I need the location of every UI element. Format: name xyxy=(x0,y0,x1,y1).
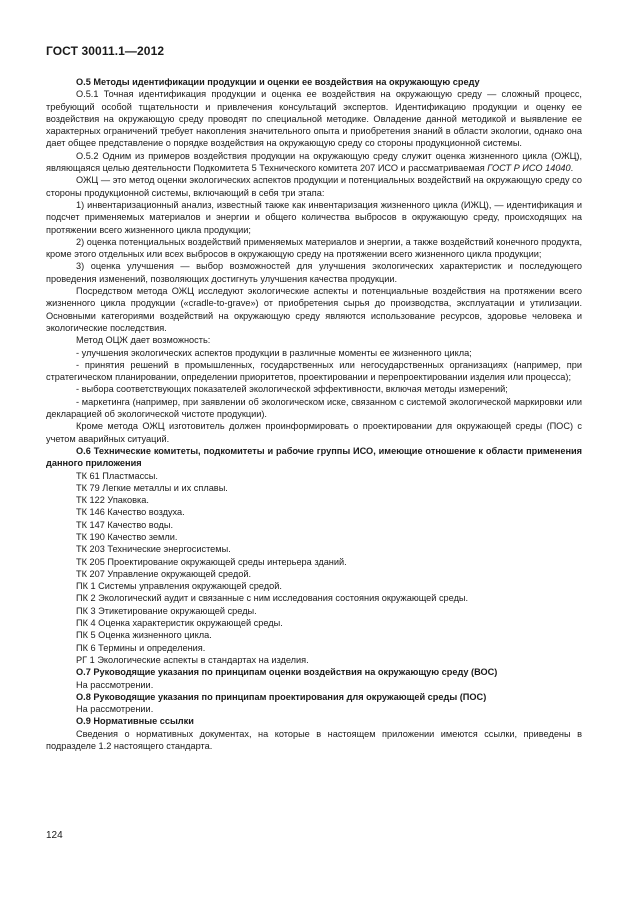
paragraph: ОЖЦ — это метод оценки экологических аспектов продукции и потенциальных воздействий на окружающую среду со стороны продукционной системы, включающий в себя три этапа: xyxy=(46,175,582,198)
paragraph: - выбора соответствующих показателей экологической эффективности, включая методы измерений; xyxy=(76,384,508,395)
paragraph: - принятия решений в промышленных, государственных или негосударственных организациях (например, при стратегическом планировании, определении приоритетов, проектировании и перепроектировании изделия или процесса); xyxy=(46,359,582,383)
list-item: РГ 1 Экологические аспекты в стандартах на изделия. xyxy=(76,654,309,665)
section-heading-o7: О.7 Руководящие указания по принципам оценки воздействия на окружающую среду (ВОС) xyxy=(76,667,498,678)
paragraph xyxy=(46,150,582,175)
list-item: ПК 5 Оценка жизненного цикла. xyxy=(76,630,212,641)
list-item: ТК 190 Качество земли. xyxy=(76,531,178,542)
list-item: ПК 3 Этикетирование окружающей среды. xyxy=(76,605,257,616)
paragraph-text: О.5.2 Одним из примеров воздействия продукции на окружающую среду служит оценка жизненного цикла (ОЖЦ), являющаяся целью деятельности Подкомитета 5 Технического комитета 207 ИСО и рассматриваемая xyxy=(46,150,582,174)
paragraph: О.5.1 Точная идентификация продукции и оценка ее воздействия на окружающую среду — сложный процесс, требующий особой тщательности и привлечения консультаций экспертов. Идентификацию продукции и оценку ее воздействия на окружающую среду проводят по специальной методике. Овладение данной методикой и выявление ее характерных ограничений требует накопления значительного опыта и приобретения знаний в области экологии, однако она дает общее представление о порядке воздействия на окружающую среду со стороны продукционной системы. xyxy=(46,89,582,149)
section-heading-o8: О.8 Руководящие указания по принципам проектирования для окружающей среды (ПОС) xyxy=(76,691,487,702)
standard-reference: ГОСТ Р ИСО 14040 xyxy=(487,163,571,174)
section-heading-o6: О.6 Технические комитеты, подкомитеты и рабочие группы ИСО, имеющие отношение к области применения данного приложения xyxy=(46,445,582,469)
paragraph: Посредством метода ОЖЦ исследуют экологические аспекты и потенциальные воздействия на протяжении всего жизненного цикла продукции («cradle-to-grave») от приобретения сырья до производства, эксплуатации и утилизации. Основными категориями воздействий на окружающую среду являются использование ресурсов, здоровье человека и экологические последствия. xyxy=(46,286,582,333)
document-body xyxy=(46,76,582,752)
paragraph: 1) инвентаризационный анализ, известный также как инвентаризация жизненного цикла (ИЖЦ), — идентификация и подсчет применяемых материалов и энергии и общего количества выбросов в окружающую среду, происходящих на протяжении всего жизненного цикла продукции; xyxy=(46,199,582,235)
list-item: ПК 1 Системы управления окружающей средой. xyxy=(76,581,282,592)
document-title: ГОСТ 30011.1—2012 xyxy=(46,44,165,58)
list-item: ТК 203 Технические энергосистемы. xyxy=(76,544,231,555)
section-heading-o5: О.5 Методы идентификации продукции и оценки ее воздействия на окружающую среду xyxy=(76,77,480,87)
paragraph: 3) оценка улучшения — выбор возможностей для улучшения экологических характеристик и последующего проведения изменений, позволяющих достигнуть улучшения качества продукции. xyxy=(46,261,582,284)
list-item: ПК 6 Термины и определения. xyxy=(76,642,206,653)
list-item: ПК 2 Экологический аудит и связанные с ним исследования состояния окружающей среды. xyxy=(76,593,469,604)
list-item: ТК 205 Проектирование окружающей среды интерьера зданий. xyxy=(76,556,347,567)
paragraph: На рассмотрении. xyxy=(76,704,154,715)
list-item: ТК 61 Пластмассы. xyxy=(76,470,158,481)
list-item: ТК 147 Качество воды. xyxy=(76,519,173,530)
paragraph: Метод ОЦЖ дает возможность: xyxy=(76,335,211,346)
paragraph: На рассмотрении. xyxy=(76,679,154,690)
paragraph: - маркетинга (например, при заявлении об экологическом иске, связанном с системой экологической маркировки или декларацией об экологической чистоте продукции). xyxy=(46,396,582,420)
paragraph: Кроме метода ОЖЦ изготовитель должен проинформировать о проектировании для окружающей среды (ПОС) с учетом аварийных ситуаций. xyxy=(46,421,582,444)
list-item: ТК 122 Упаковка. xyxy=(76,495,149,506)
list-item: ПК 4 Оценка характеристик окружающей среды. xyxy=(76,618,283,629)
page-number: 124 xyxy=(46,830,63,841)
list-item: ТК 207 Управление окружающей средой. xyxy=(76,568,252,579)
list-item: ТК 79 Легкие металлы и их сплавы. xyxy=(76,482,228,493)
paragraph-text: . xyxy=(570,163,574,174)
paragraph: 2) оценка потенциальных воздействий применяемых материалов и энергии, а также воздействий конечного продукта, кроме этого отдельных или всех выбросов в окружающую среду на протяжении всего жизненного цикла продукции; xyxy=(46,236,582,260)
paragraph: - улучшения экологических аспектов продукции в различные моменты ее жизненного цикла; xyxy=(76,347,472,358)
committee-list xyxy=(46,470,582,667)
paragraph: Сведения о нормативных документах, на которые в настоящем приложении имеются ссылки, приведены в подразделе 1.2 настоящего стандарта. xyxy=(46,728,582,752)
list-item: ТК 146 Качество воздуха. xyxy=(76,507,185,518)
section-heading-o9: О.9 Нормативные ссылки xyxy=(76,716,194,727)
